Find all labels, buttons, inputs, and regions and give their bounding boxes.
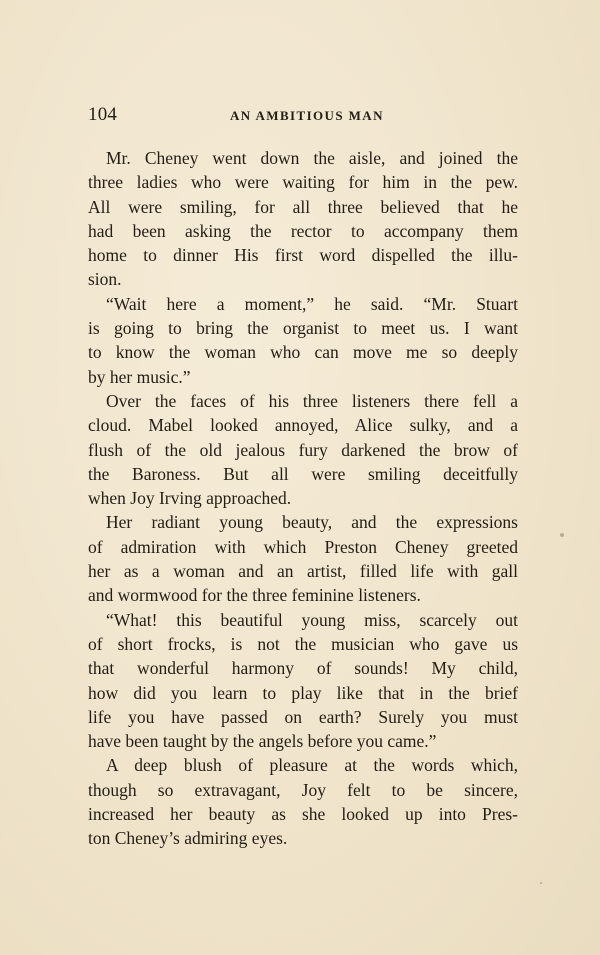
- text-line: cloud. Mabel looked annoyed, Alice sulky, and a: [88, 415, 518, 436]
- text-line: and wormwood for the three feminine listeners.: [88, 585, 421, 606]
- text-line: life you have passed on earth? Surely you must: [88, 706, 518, 727]
- text-line: that wonderful harmony of sounds! My child,: [88, 658, 518, 679]
- text-line: “Wait here a moment,” he said. “Mr. Stuart: [106, 293, 518, 314]
- body-text: [88, 146, 518, 851]
- text-line: “What! this beautiful young miss, scarcely out: [106, 609, 518, 630]
- text-line: home to dinner His first word dispelled the illu-: [88, 245, 518, 266]
- text-line: though so extravagant, Joy felt to be sincere,: [88, 779, 518, 800]
- text-line: sion.: [88, 269, 122, 290]
- page-header: [88, 104, 518, 126]
- text-line: have been taught by the angels before you came.”: [88, 731, 437, 752]
- page-number: 104: [88, 104, 118, 125]
- paper-speck: [540, 882, 542, 884]
- running-head: AN AMBITIOUS MAN: [230, 108, 384, 123]
- text-line: to know the woman who can move me so deeply: [88, 342, 518, 363]
- text-line: increased her beauty as she looked up into Pres-: [88, 804, 518, 825]
- text-line: Over the faces of his three listeners there fell a: [106, 390, 518, 411]
- text-line: had been asking the rector to accompany them: [88, 220, 518, 241]
- text-line: of short frocks, is not the musician who gave us: [88, 633, 518, 654]
- text-line: A deep blush of pleasure at the words which,: [106, 755, 518, 776]
- text-line: flush of the old jealous fury darkened the brow of: [88, 439, 518, 460]
- text-line: Her radiant young beauty, and the expressions: [106, 512, 518, 533]
- text-line: Mr. Cheney went down the aisle, and joined the: [106, 148, 518, 168]
- text-line: of admiration with which Preston Cheney greeted: [88, 536, 518, 557]
- text-line: by her music.”: [88, 366, 191, 387]
- text-line: her as a woman and an artist, filled life with gall: [88, 561, 518, 582]
- text-line: when Joy Irving approached.: [88, 488, 292, 509]
- text-line: the Baroness. But all were smiling deceitfully: [88, 463, 518, 484]
- text-line: three ladies who were waiting for him in the pew.: [88, 172, 518, 193]
- text-line: ton Cheney’s admiring eyes.: [88, 828, 288, 849]
- paper-speck: [560, 533, 564, 537]
- text-line: is going to bring the organist to meet us. I want: [88, 318, 518, 339]
- text-line: how did you learn to play like that in the brief: [88, 682, 518, 703]
- text-line: All were smiling, for all three believed that he: [88, 196, 518, 217]
